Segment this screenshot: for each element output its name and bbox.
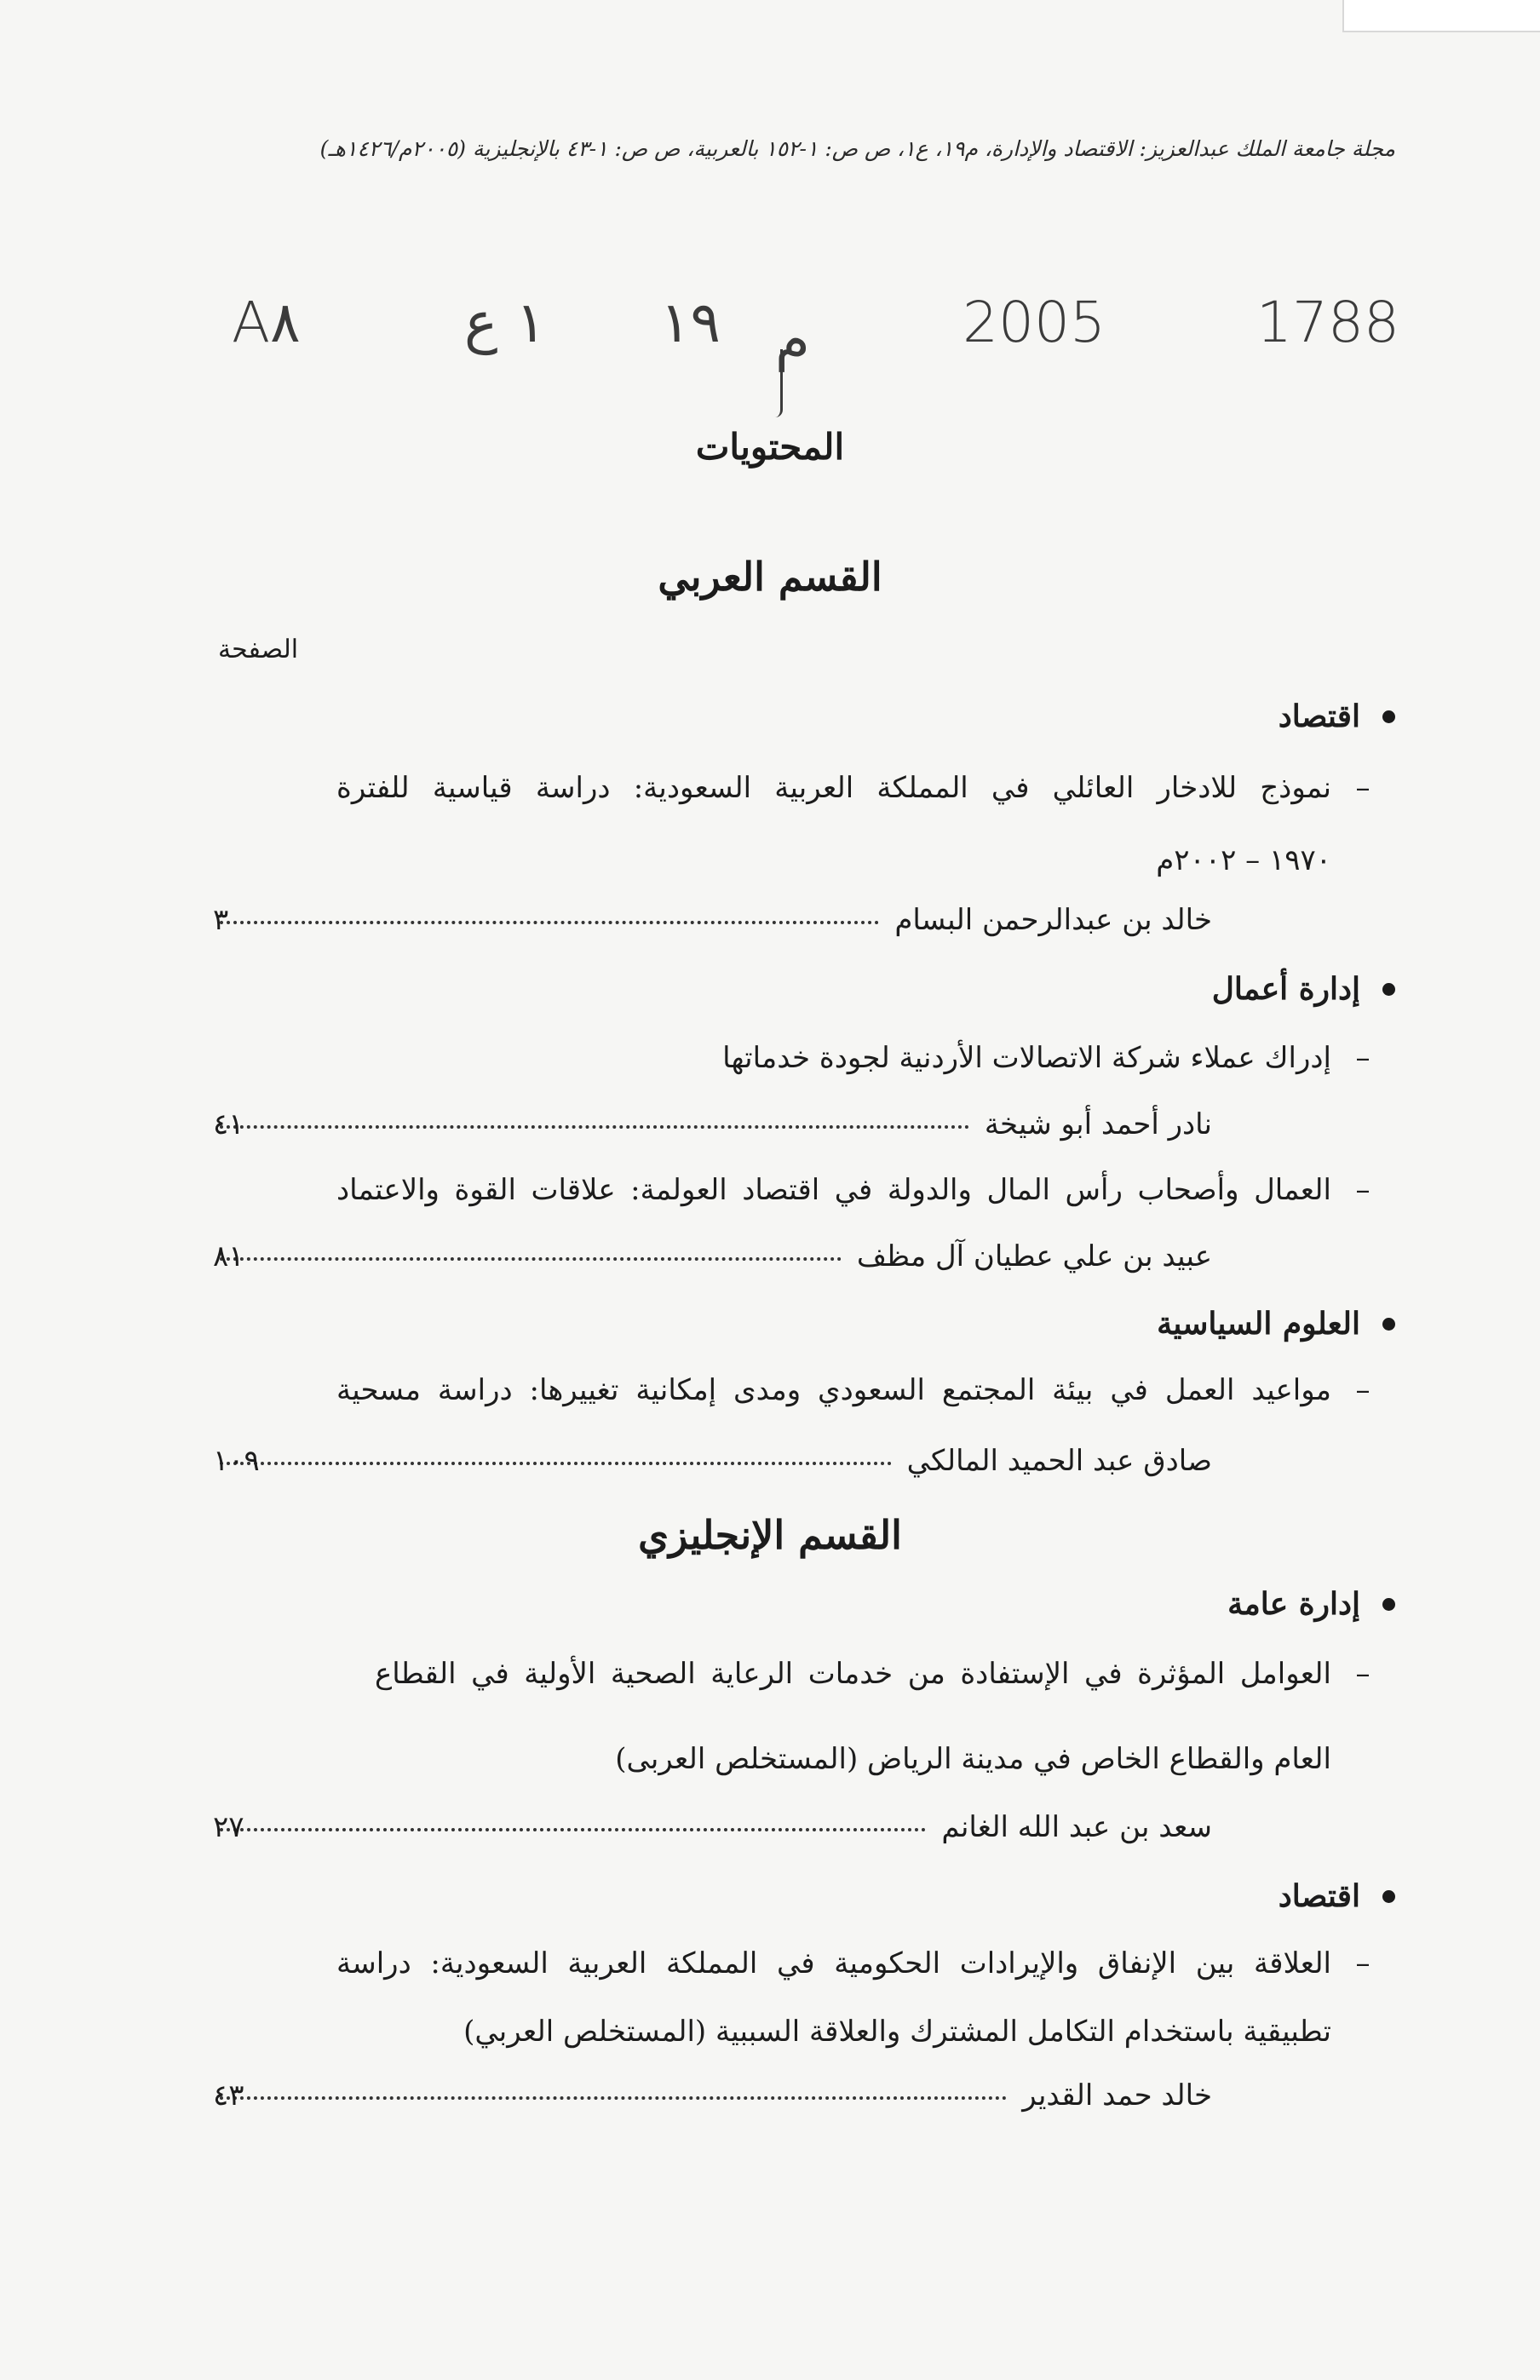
english-section-title: القسم الإنجليزي: [638, 1512, 902, 1558]
dash-icon: –: [1355, 1657, 1370, 1691]
toc-author: سعد بن عبد الله الغانم: [941, 1810, 1212, 1844]
toc-entry-title: مواعيد العمل في بيئة المجتمع السعودي ومدى إمكانية تغييرها: دراسة مسحية: [336, 1373, 1331, 1407]
toc-entry-title: نموذج للادخار العائلي في المملكة العربية السعودية: دراسة قياسية للفترة: [336, 771, 1331, 805]
handnote-part: A٨: [232, 290, 301, 355]
toc-page-number: ٤١: [213, 1107, 244, 1141]
toc-author-row: [204, 903, 1212, 937]
dash-icon: –: [1355, 1041, 1370, 1075]
toc-author: عبيد بن علي عطيان آل مظف: [856, 1239, 1212, 1273]
handnote-part: 2005: [962, 290, 1106, 355]
toc-entry-title: ١٩٧٠ – ٢٠٠٢م: [1156, 843, 1331, 877]
handwritten-note: [230, 290, 1397, 400]
toc-page-number: ٤٣: [213, 2078, 244, 2113]
toc-author: خالد بن عبدالرحمن البسام: [894, 903, 1212, 937]
dash-icon: –: [1355, 1173, 1370, 1207]
arabic-section-title: القسم العربي: [658, 554, 882, 600]
toc-entry-title: إدراك عملاء شركة الاتصالات الأردنية لجودة خدماتها: [722, 1041, 1331, 1075]
handnote-part: م: [775, 307, 810, 372]
bullet-icon: [1382, 1890, 1395, 1903]
toc-author-row: [204, 1444, 1212, 1478]
leader-dots: [220, 921, 879, 924]
bullet-icon: [1382, 1598, 1395, 1611]
dash-icon: –: [1355, 1373, 1370, 1407]
toc-entry-title: تطبيقية باستخدام التكامل المشترك والعلاقة السببية (المستخلص العربي): [463, 2015, 1331, 2049]
handnote-part: ١٩: [660, 290, 721, 355]
toc-author-row: [204, 2078, 1212, 2113]
handnote-part: ١ ع: [464, 290, 546, 355]
handnote-stroke: [775, 349, 783, 417]
toc-page-number: ١٠٩: [213, 1444, 260, 1478]
toc-page-number: ٢٧: [213, 1810, 244, 1844]
bullet-icon: [1382, 983, 1395, 996]
handnote-part: 1788: [1256, 290, 1399, 355]
dash-icon: –: [1355, 771, 1370, 805]
dash-icon: –: [1355, 1946, 1370, 1980]
category-heading: إدارة عامة: [1227, 1586, 1395, 1622]
category-heading: اقتصاد: [1279, 698, 1395, 734]
toc-author-row: [204, 1239, 1212, 1273]
toc-entry-title: العوامل المؤثرة في الإستفادة من خدمات الرعاية الصحية الأولية في القطاع: [375, 1657, 1331, 1691]
category-heading: اقتصاد: [1279, 1878, 1395, 1914]
toc-entry-title: العمال وأصحاب رأس المال والدولة في اقتصاد العولمة: علاقات القوة والاعتماد: [336, 1173, 1331, 1207]
scan-corner-tab: [1342, 0, 1540, 32]
leader-dots: [220, 1257, 842, 1261]
leader-dots: [220, 1125, 969, 1129]
leader-dots: [220, 1828, 926, 1831]
toc-page-number: ٣: [213, 903, 229, 937]
toc-author-row: [204, 1810, 1212, 1844]
leader-dots: [220, 2096, 1007, 2100]
toc-page-number: ٨١: [213, 1239, 244, 1273]
journal-header: مجلة جامعة الملك عبدالعزيز: الاقتصاد والإدارة، م١٩، ع١، ص ص: ١-١٥٢ بالعربية، ص ص: ١-٤٣ بالإنجليزية (٢٠٠٥م/١٤٢٦هـ): [319, 136, 1395, 161]
toc-author: نادر أحمد أبو شيخة: [984, 1107, 1212, 1141]
toc-author-row: [204, 1107, 1212, 1141]
category-heading: إدارة أعمال: [1212, 971, 1395, 1007]
toc-author: صادق عبد الحميد المالكي: [906, 1444, 1212, 1478]
page-column-label: الصفحة: [218, 635, 299, 664]
toc-entry-title: العلاقة بين الإنفاق والإيرادات الحكومية في المملكة العربية السعودية: دراسة: [336, 1946, 1331, 1980]
page-title: المحتويات: [695, 426, 845, 468]
bullet-icon: [1382, 1318, 1395, 1331]
bullet-icon: [1382, 710, 1395, 723]
category-heading: العلوم السياسية: [1157, 1306, 1395, 1342]
toc-entry-title: العام والقطاع الخاص في مدينة الرياض (المستخلص العربى): [615, 1742, 1331, 1776]
leader-dots: [220, 1462, 892, 1465]
toc-author: خالد حمد القدير: [1022, 2078, 1212, 2113]
